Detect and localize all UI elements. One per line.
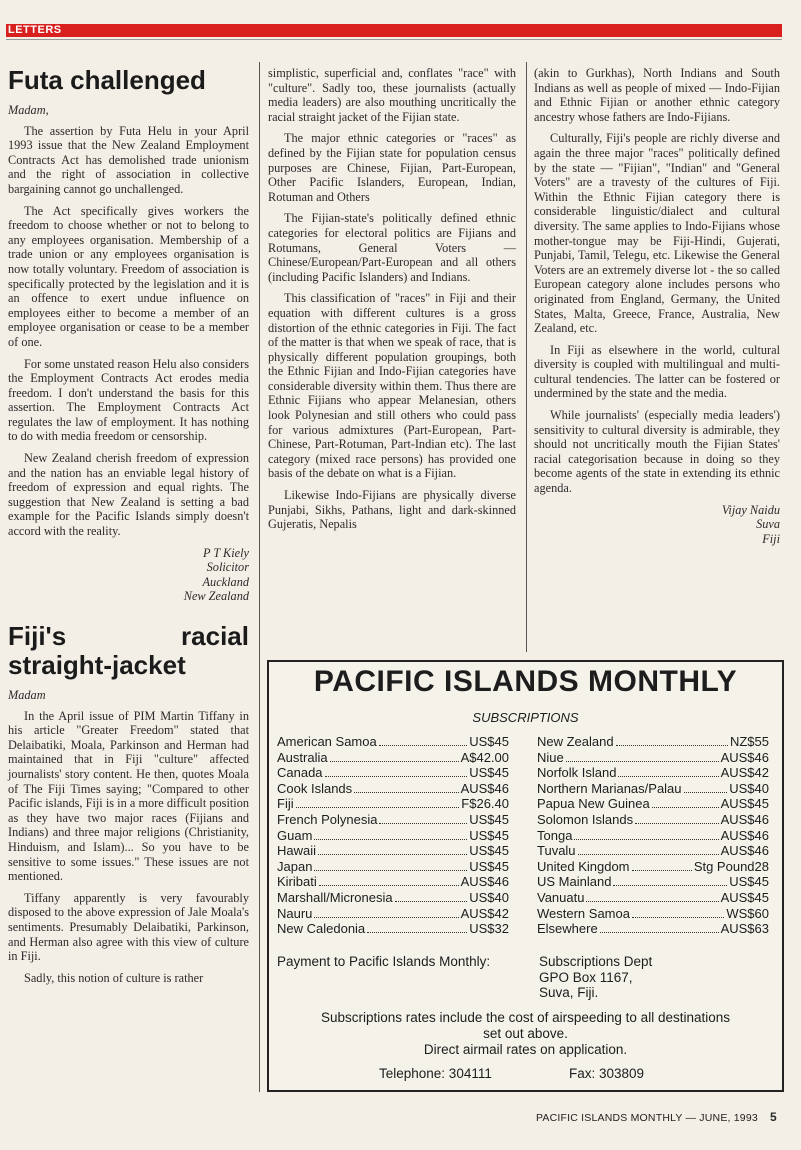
rate-place: Solomon Islands <box>537 811 634 827</box>
dot-leader <box>314 917 458 918</box>
rate-place: Tuvalu <box>537 843 576 859</box>
rate-row <box>277 874 509 890</box>
dot-leader <box>616 745 728 746</box>
rate-price: WS$60 <box>726 905 769 921</box>
telephone: Telephone: 304111 <box>379 1066 492 1081</box>
rate-row <box>537 921 769 937</box>
rate-row <box>277 890 509 906</box>
letter1-signature <box>8 546 249 604</box>
signature-line: P T Kiely <box>202 545 249 560</box>
rate-price: US$45 <box>469 811 509 827</box>
payment-address <box>539 954 652 1001</box>
rate-price: A$42.00 <box>460 749 509 765</box>
rate-place: Tonga <box>537 827 573 843</box>
dot-leader <box>367 932 467 933</box>
rate-place: Canada <box>277 765 323 781</box>
signature-line: Solicitor <box>206 560 249 575</box>
letter1-salutation: Madam, <box>8 103 49 117</box>
dot-leader <box>354 792 458 793</box>
letter2-headline: Fiji's racial straight-jacket <box>8 621 249 680</box>
letter2-body-col2 <box>268 131 516 531</box>
letter2-col3-continuation: (akin to Gurkhas), North Indians and South Indians as well as people of mixed — Indo-Fijian and Ethnic Fijian or another ethnic category ancestry whose fathers are Indo-Fijians. <box>534 66 780 124</box>
paragraph: In the April issue of PIM Martin Tiffany in his article "Greater Freedom" stated that Delaibatiki, Moala, Parkinson and Herman had maintained that in Fiji "culture" affected journalists' story content. He then, quotes Moala of The Fiji Times saying; "Compared to other Pacific islands, Fiji is in a more difficult position as they have two major races (Fijians and Indians) and three major religions (Christianity, Hinduism, and Islam)... So you have to be sensitive to some issues." These issues are not mentioned. <box>8 708 249 884</box>
rate-price: AUS$46 <box>720 843 769 859</box>
letter2-salutation: Madam <box>8 688 46 702</box>
rate-price: US$40 <box>469 889 509 905</box>
rate-place: French Polynesia <box>277 811 378 827</box>
rate-place: Norfolk Island <box>537 765 617 781</box>
dot-leader <box>296 807 460 808</box>
paragraph: Likewise Indo-Fijians are physically diverse Punjabi, Sikhs, Pathans, light and dark-skinned Gujeratis, Nepalis <box>268 488 516 532</box>
column-3 <box>534 66 780 546</box>
rate-price: US$32 <box>469 921 509 937</box>
rate-row <box>277 859 509 875</box>
paragraph: The Fijian-state's politically defined ethnic categories for electoral politics are Fijians and Rotumans, General Voters — Chinese/European/Part-European and all others (including Pacific Islanders) and Indians. <box>268 211 516 284</box>
dot-leader <box>574 839 718 840</box>
ad-title: PACIFIC ISLANDS MONTHLY <box>313 665 738 698</box>
dot-leader <box>330 761 459 762</box>
rate-row <box>277 750 509 766</box>
rate-place: Kiribati <box>277 874 317 890</box>
rate-place: Hawaii <box>277 843 317 859</box>
section-bar <box>6 24 782 37</box>
rate-price: AUS$42 <box>460 905 509 921</box>
rate-row <box>537 890 769 906</box>
dot-leader <box>395 901 468 902</box>
rate-price: US$45 <box>729 874 769 890</box>
top-rule <box>6 39 782 40</box>
rate-row <box>537 906 769 922</box>
paragraph: Tiffany apparently is very favourably disposed to the above expression of Jale Moala's sentiments. Presumably Delaibatiki, Parkinson, and Herman also agree with this view of culture in Fiji. <box>8 890 249 964</box>
dot-leader <box>632 917 724 918</box>
rate-price: AUS$46 <box>720 749 769 765</box>
address-line: Suva, Fiji. <box>539 985 599 1000</box>
dot-leader <box>319 885 459 886</box>
rate-price: F$26.40 <box>461 796 509 812</box>
signature-line: New Zealand <box>183 589 249 604</box>
rates-left-column <box>277 734 509 937</box>
rate-place: Guam <box>277 827 313 843</box>
paragraph: For some unstated reason Helu also considers the Employment Contracts Act erodes media freedom. I don't understand the basis for this assertion. The Employment Contracts Act regulates the law of employment. It has nothing to do with media freedom or censorship. <box>8 356 249 444</box>
rate-price: US$45 <box>469 734 509 749</box>
letter1-body <box>8 124 249 539</box>
fax: Fax: 303809 <box>569 1066 645 1081</box>
paragraph: The assertion by Futa Helu in your April 1993 issue that the New Zealand Employment Contracts Act has demolished trade unionism and the right of association in collective bargaining cannot go unchallenged. <box>8 123 249 196</box>
rate-price: AUS$46 <box>460 780 509 796</box>
paragraph: In Fiji as elsewhere in the world, cultural diversity is coupled with multilingual and multi-cultural tendencies. The latter can be fostered or undermined by the state and the media. <box>534 342 780 401</box>
page-number: 5 <box>770 1110 777 1124</box>
dot-leader <box>600 932 719 933</box>
dot-leader <box>379 823 467 824</box>
section-label: LETTERS <box>8 24 62 36</box>
paragraph: The Act specifically gives workers the freedom to choose whether or not to belong to any employees organisation. Membership of a trade union or any employees organisation is now totally voluntary. Freedom of association is specifically protected by the legislation and it is an offence to exert undue influence on employees either to become a member of an employee organisation or cease to be a member of one. <box>8 203 249 349</box>
rate-place: Niue <box>537 749 564 765</box>
rate-price: US$45 <box>469 765 509 781</box>
dot-leader <box>314 839 467 840</box>
rate-row <box>277 812 509 828</box>
signature-line: Fiji <box>762 531 780 546</box>
dot-leader <box>613 885 727 886</box>
rate-row <box>277 781 509 797</box>
rate-place: American Samoa <box>277 734 377 749</box>
rate-place: Australia <box>277 749 328 765</box>
paragraph: New Zealand cherish freedom of expression and the nation has an enviable legal history of freedom of expression and equal rights. The suggestion that New Zealand is setting a bad example for the Pacific Islands simply doesn't accord with the reality. <box>8 451 249 539</box>
rate-price: AUS$46 <box>720 811 769 827</box>
rate-row <box>537 859 769 875</box>
letter2-signature <box>534 503 780 547</box>
payment-label: Payment to Pacific Islands Monthly: <box>277 954 491 969</box>
rate-row <box>537 812 769 828</box>
rate-place: Marshall/Micronesia <box>277 889 393 905</box>
dot-leader <box>632 870 692 871</box>
rate-place: New Caledonia <box>277 921 366 937</box>
note-line: set out above. <box>483 1026 568 1041</box>
subscription-ad <box>267 660 784 1092</box>
rate-row <box>537 781 769 797</box>
rate-price: NZ$55 <box>729 734 769 749</box>
rate-price: US$45 <box>469 858 509 874</box>
dot-leader <box>566 761 719 762</box>
rate-price: AUS$46 <box>460 874 509 890</box>
rate-place: Elsewhere <box>537 921 598 937</box>
signature-line: Suva <box>756 517 780 532</box>
rate-place: Nauru <box>277 905 313 921</box>
rate-row <box>537 828 769 844</box>
rate-row <box>537 765 769 781</box>
rate-place: Western Samoa <box>537 905 630 921</box>
dot-leader <box>652 807 719 808</box>
rate-row <box>277 734 509 750</box>
rate-row <box>277 843 509 859</box>
column-1 <box>8 66 249 992</box>
rate-place: New Zealand <box>537 734 614 749</box>
column-2 <box>268 66 516 539</box>
rate-price: AUS$63 <box>720 921 769 937</box>
rate-row <box>537 734 769 750</box>
note-line: Direct airmail rates on application. <box>423 1042 628 1057</box>
rate-price: Stg Pound28 <box>693 858 769 874</box>
dot-leader <box>586 901 718 902</box>
rate-row <box>277 906 509 922</box>
rate-place: US Mainland <box>537 874 612 890</box>
dot-leader <box>314 870 467 871</box>
rate-price: AUS$45 <box>720 889 769 905</box>
paragraph: The major ethnic categories or "races" as defined by the Fijian state for population census purposes are Chinese, Fijian, Part-European, Other Pacific Islanders, European, Indian, Rotuman and Others <box>268 131 516 204</box>
rate-price: AUS$42 <box>720 765 769 781</box>
paragraph: While journalists' (especially media leaders') sensitivity to cultural diversity is admirable, they should not uncritically mouth the Fijian States' racial categorisation because in doing so they become agents of the state in extending its ethnic agenda. <box>534 408 780 496</box>
rate-place: Japan <box>277 858 313 874</box>
rates-note <box>269 1010 782 1058</box>
signature-line: Vijay Naidu <box>721 502 780 517</box>
rate-place: Papua New Guinea <box>537 796 650 812</box>
dot-leader <box>618 776 718 777</box>
rate-row <box>537 874 769 890</box>
dot-leader <box>318 854 467 855</box>
rates-right-column <box>537 734 769 937</box>
rate-place: Fiji <box>277 796 294 812</box>
rate-price: US$40 <box>729 780 769 796</box>
paragraph: Culturally, Fiji's people are richly diverse and again the three major "races" politically defined by the state — "Fijian", "Indian" and "General Voters" are a travesty of the cultures of Fiji. Within the Ethnic Fijian category there is considerable linguistic/dialect and cultural diversity. The same applies to Indo-Fijians whose mother-tongue may be Fiji-Hindi, Gujerati, Punjabi, Tamil, Telegu, etc. Likewise the General Voters are an extremely diverse lot - the so called European category alone includes persons who originated from England, Germany, the United States, Malta, Greece, France, Australia, New Zealand, etc. <box>534 131 780 336</box>
letter2-body-col3 <box>534 131 780 495</box>
rate-place: United Kingdom <box>537 858 630 874</box>
rate-price: AUS$45 <box>720 796 769 812</box>
address-line: GPO Box 1167, <box>539 969 633 985</box>
rate-row <box>537 750 769 766</box>
signature-line: Auckland <box>202 574 249 589</box>
note-line: Subscriptions rates include the cost of airspeeding to all destinations <box>321 1010 730 1025</box>
rate-price: US$45 <box>469 827 509 843</box>
rate-row <box>277 828 509 844</box>
rate-place: Cook Islands <box>277 780 353 796</box>
rate-row <box>277 765 509 781</box>
column-divider-1 <box>259 62 260 1092</box>
dot-leader <box>578 854 719 855</box>
rate-price: US$45 <box>469 843 509 859</box>
letter2-body-col1 <box>8 709 249 986</box>
rate-place: Vanuatu <box>537 889 585 905</box>
rate-row <box>537 796 769 812</box>
ad-subtitle: SUBSCRIPTIONS <box>472 710 579 725</box>
column-divider-2 <box>526 62 527 652</box>
paragraph: Sadly, this notion of culture is rather <box>24 970 204 985</box>
letter1-headline: Futa challenged <box>8 65 206 95</box>
rate-place: Northern Marianas/Palau <box>537 780 682 796</box>
dot-leader <box>684 792 728 793</box>
paragraph: This classification of "races" in Fiji and their equation with different cultures is a gross distortion of the ethnic categories in Fiji. The fact of the matter is that when we speak of race, that is physically different population groupings, both the Ethnic Fijian and Indo-Fijian categories have considerable diversity within them. Thus there are Ethnic Fijians who appear Melanesian, others look Polynesian and still others who could pass for various admixtures (Part-European, Part-Chinese, Part-Rotuman, Part-Indian etc). The last category (mixed race persons) has provided one basis of the debate on what is a Fijian. <box>268 291 516 481</box>
rate-row <box>537 843 769 859</box>
dot-leader <box>379 745 468 746</box>
running-footer: PACIFIC ISLANDS MONTHLY — JUNE, 1993 <box>536 1112 758 1124</box>
rate-row <box>277 921 509 937</box>
rate-price: AUS$46 <box>720 827 769 843</box>
dot-leader <box>635 823 718 824</box>
rate-row <box>277 796 509 812</box>
dot-leader <box>325 776 468 777</box>
address-line: Subscriptions Dept <box>539 954 653 969</box>
letter2-col2-continuation: simplistic, superficial and, conflates "race" with "culture". Sadly too, these journalists (actually media leaders) are also mouthing uncritically the racial straight jacket of the Fijian state. <box>268 66 516 124</box>
